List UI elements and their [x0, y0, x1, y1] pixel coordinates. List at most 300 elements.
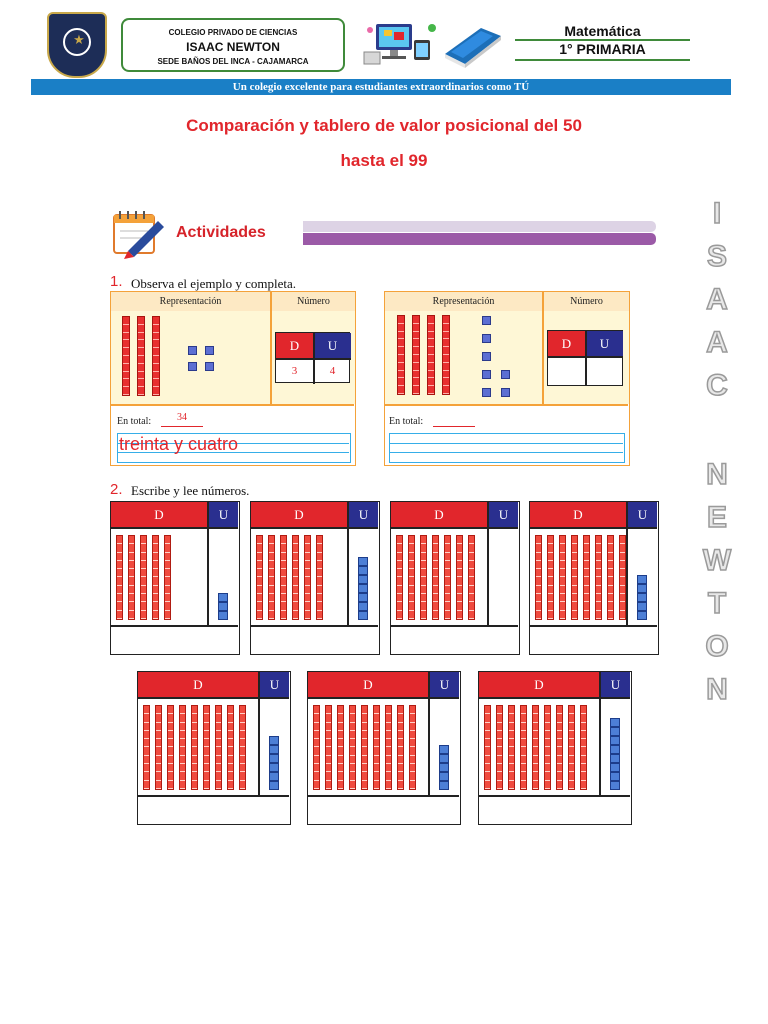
unit-cube [610, 718, 620, 727]
rod-segment [138, 379, 144, 387]
col-number-header: Número [272, 292, 355, 312]
ten-rod [556, 705, 563, 790]
rod-segment [608, 536, 613, 544]
rod-segment [509, 756, 514, 764]
rod-segment [204, 714, 209, 722]
rod-segment [521, 747, 526, 755]
ten-rod [409, 705, 416, 790]
number-answer-input[interactable] [111, 627, 238, 653]
rod-segment [216, 764, 221, 772]
rod-segment [557, 764, 562, 772]
ten-rod [385, 705, 392, 790]
rod-segment [433, 544, 438, 552]
rod-segment [485, 747, 490, 755]
unit-cube [218, 593, 228, 602]
rod-segment [269, 536, 274, 544]
rod-segment [398, 355, 404, 363]
rod-segment [457, 611, 462, 619]
rod-segment [581, 756, 586, 764]
rod-segment [421, 577, 426, 585]
number-answer-input[interactable] [391, 627, 518, 653]
ten-rod [122, 316, 130, 396]
rod-segment [314, 781, 319, 789]
rod-segment [305, 586, 310, 594]
rod-segment [386, 756, 391, 764]
rod-segment [409, 553, 414, 561]
rod-segment [581, 731, 586, 739]
rod-segment [397, 569, 402, 577]
rod-segment [153, 317, 159, 325]
rod-segment [141, 569, 146, 577]
exercise-total-input[interactable] [433, 426, 475, 427]
rod-segment [228, 739, 233, 747]
rod-segment [533, 772, 538, 780]
rod-segment [548, 536, 553, 544]
rod-segment [421, 586, 426, 594]
rod-segment [180, 739, 185, 747]
ten-rod [140, 535, 147, 620]
rod-segment [257, 602, 262, 610]
ten-rod [442, 315, 450, 395]
exercise-tens-input[interactable] [548, 357, 585, 385]
ten-rod [508, 705, 515, 790]
units-header: U [209, 502, 238, 527]
rod-segment [281, 602, 286, 610]
notebook-pen-icon [108, 207, 166, 259]
unit-cube [205, 346, 214, 355]
rod-segment [497, 723, 502, 731]
computer-icon [362, 18, 440, 68]
rod-segment [421, 561, 426, 569]
rod-segment [421, 544, 426, 552]
rod-segment [497, 706, 502, 714]
rod-segment [257, 536, 262, 544]
exercise-units-input[interactable] [586, 357, 623, 385]
rod-segment [469, 602, 474, 610]
rod-segment [397, 602, 402, 610]
rod-segment [485, 731, 490, 739]
rod-segment [153, 325, 159, 333]
rod-segment [305, 553, 310, 561]
rod-segment [584, 561, 589, 569]
rod-segment [533, 706, 538, 714]
rod-segment [153, 553, 158, 561]
rod-segment [533, 747, 538, 755]
rod-segment [620, 569, 625, 577]
rod-segment [281, 594, 286, 602]
rod-segment [153, 387, 159, 395]
rod-segment [168, 764, 173, 772]
rod-segment [413, 378, 419, 386]
rod-segment [228, 706, 233, 714]
rod-segment [521, 756, 526, 764]
tens-header: D [138, 672, 258, 697]
rod-segment [398, 347, 404, 355]
rod-segment [257, 586, 262, 594]
exercise-representation-area [385, 311, 542, 404]
rod-segment [521, 714, 526, 722]
rod-segment [386, 714, 391, 722]
units-header: U [430, 672, 459, 697]
ten-rod [304, 535, 311, 620]
rod-segment [485, 772, 490, 780]
rod-segment [608, 602, 613, 610]
ten-rod [535, 535, 542, 620]
rod-segment [314, 764, 319, 772]
rod-segment [410, 756, 415, 764]
rod-segment [144, 764, 149, 772]
rod-segment [533, 739, 538, 747]
rod-segment [569, 781, 574, 789]
rod-segment [317, 553, 322, 561]
rod-segment [443, 347, 449, 355]
unit-cube [269, 781, 279, 790]
rod-segment [608, 544, 613, 552]
rod-segment [144, 756, 149, 764]
rod-segment [557, 772, 562, 780]
rod-segment [374, 772, 379, 780]
rod-segment [521, 764, 526, 772]
rod-segment [469, 553, 474, 561]
rod-segment [362, 764, 367, 772]
rod-segment [269, 569, 274, 577]
rod-segment [533, 731, 538, 739]
rod-segment [584, 594, 589, 602]
rod-segment [536, 553, 541, 561]
rod-segment [192, 756, 197, 764]
rod-segment [144, 706, 149, 714]
exercise-column-divider [542, 292, 544, 404]
rod-segment [521, 772, 526, 780]
ten-rod [191, 705, 198, 790]
rod-segment [204, 731, 209, 739]
rod-segment [457, 594, 462, 602]
rod-segment [608, 577, 613, 585]
rod-segment [204, 772, 209, 780]
rod-segment [228, 764, 233, 772]
unit-cube [188, 346, 197, 355]
rod-segment [180, 756, 185, 764]
rod-segment [398, 371, 404, 379]
rod-segment [608, 561, 613, 569]
rod-segment [398, 723, 403, 731]
rod-segment [409, 594, 414, 602]
rod-segment [269, 594, 274, 602]
example-box [110, 291, 356, 466]
unit-cube [358, 602, 368, 611]
box-header-line [479, 697, 630, 699]
ten-rod [547, 535, 554, 620]
rod-segment [584, 577, 589, 585]
rod-segment [156, 731, 161, 739]
rod-segment [545, 739, 550, 747]
number-answer-input[interactable] [479, 797, 630, 823]
rod-segment [445, 569, 450, 577]
example-tens-value: 3 [291, 365, 298, 377]
number-answer-input[interactable] [251, 627, 378, 653]
rod-segment [386, 723, 391, 731]
rod-segment [129, 586, 134, 594]
rod-segment [314, 756, 319, 764]
ten-rod [155, 705, 162, 790]
page-title-line-2: hasta el 99 [340, 151, 428, 170]
tens-header: D [276, 333, 313, 358]
ten-rod [397, 315, 405, 395]
rod-segment [584, 611, 589, 619]
rod-segment [620, 561, 625, 569]
rod-segment [293, 569, 298, 577]
rod-segment [314, 772, 319, 780]
rod-segment [548, 586, 553, 594]
rod-segment [608, 569, 613, 577]
unit-cube [482, 388, 491, 397]
rod-segment [138, 356, 144, 364]
rod-segment [192, 747, 197, 755]
unit-cube [439, 745, 449, 754]
rod-segment [374, 739, 379, 747]
rod-segment [413, 386, 419, 394]
rod-segment [409, 569, 414, 577]
rod-segment [138, 372, 144, 380]
rod-segment [129, 544, 134, 552]
rod-segment [433, 561, 438, 569]
rod-segment [305, 569, 310, 577]
rod-segment [584, 544, 589, 552]
rod-segment [293, 544, 298, 552]
rod-segment [153, 379, 159, 387]
rod-segment [338, 731, 343, 739]
box-header-line [391, 527, 518, 529]
rod-segment [421, 611, 426, 619]
rod-segment [620, 536, 625, 544]
tens-header: D [530, 502, 626, 527]
rod-segment [497, 731, 502, 739]
rod-segment [123, 379, 129, 387]
rod-segment [281, 611, 286, 619]
rod-segment [362, 781, 367, 789]
ten-rod [316, 535, 323, 620]
rod-segment [141, 594, 146, 602]
rod-segment [168, 781, 173, 789]
units-header: U [586, 331, 623, 356]
rod-segment [165, 577, 170, 585]
rod-segment [240, 747, 245, 755]
ten-rod [179, 705, 186, 790]
rod-segment [192, 739, 197, 747]
rod-segment [433, 586, 438, 594]
rod-segment [123, 387, 129, 395]
ten-rod [215, 705, 222, 790]
rod-segment [314, 747, 319, 755]
rod-segment [338, 764, 343, 772]
rod-segment [521, 781, 526, 789]
rod-segment [192, 714, 197, 722]
rod-segment [572, 536, 577, 544]
rod-segment [596, 553, 601, 561]
unit-cube [610, 745, 620, 754]
rod-segment [228, 731, 233, 739]
rod-segment [548, 553, 553, 561]
rod-segment [443, 324, 449, 332]
rod-segment [117, 553, 122, 561]
rod-segment [156, 706, 161, 714]
rod-segment [141, 561, 146, 569]
rod-segment [560, 594, 565, 602]
rod-segment [350, 781, 355, 789]
rod-segment [338, 714, 343, 722]
school-line-3: SEDE BAÑOS DEL INCA - CAJAMARCA [157, 57, 309, 66]
rod-segment [204, 706, 209, 714]
rod-segment [362, 756, 367, 764]
ten-rod [607, 535, 614, 620]
exercise-words-box[interactable] [389, 433, 625, 463]
rod-segment [409, 611, 414, 619]
rod-segment [153, 611, 158, 619]
rod-segment [596, 586, 601, 594]
rod-segment [557, 714, 562, 722]
example-representation-area [111, 311, 270, 404]
ten-rod [571, 535, 578, 620]
rod-segment [584, 569, 589, 577]
tens-header: D [479, 672, 599, 697]
rod-segment [204, 781, 209, 789]
rod-segment [536, 561, 541, 569]
rod-segment [560, 561, 565, 569]
rod-segment [386, 731, 391, 739]
rod-segment [269, 602, 274, 610]
rod-segment [326, 747, 331, 755]
rod-segment [581, 714, 586, 722]
rod-segment [180, 772, 185, 780]
rod-segment [443, 386, 449, 394]
rod-segment [362, 772, 367, 780]
rod-segment [141, 544, 146, 552]
rod-segment [428, 324, 434, 332]
rod-segment [433, 577, 438, 585]
rod-segment [572, 553, 577, 561]
rod-segment [317, 569, 322, 577]
rod-segment [180, 714, 185, 722]
rod-segment [545, 723, 550, 731]
ten-rod [313, 705, 320, 790]
rod-segment [240, 731, 245, 739]
rod-segment [314, 723, 319, 731]
rod-segment [317, 544, 322, 552]
watermark-letter: A [706, 283, 728, 316]
rod-segment [326, 764, 331, 772]
book-icon [441, 22, 505, 70]
rod-segment [581, 706, 586, 714]
rod-segment [129, 594, 134, 602]
rod-segment [545, 714, 550, 722]
rod-segment [350, 764, 355, 772]
number-answer-input[interactable] [308, 797, 459, 823]
rod-segment [428, 347, 434, 355]
rod-segment [153, 364, 159, 372]
rod-segment [281, 553, 286, 561]
rod-segment [144, 714, 149, 722]
rod-segment [153, 536, 158, 544]
unit-cube [439, 781, 449, 790]
col-representation-header: Representación [111, 292, 270, 312]
rod-segment [192, 764, 197, 772]
rod-segment [123, 348, 129, 356]
rod-segment [350, 731, 355, 739]
rod-segment [156, 764, 161, 772]
rod-segment [398, 332, 404, 340]
example-column-divider [270, 292, 272, 404]
rod-segment [305, 561, 310, 569]
rod-segment [397, 553, 402, 561]
ten-rod [427, 315, 435, 395]
rod-segment [596, 577, 601, 585]
rod-segment [409, 586, 414, 594]
rod-segment [156, 747, 161, 755]
rod-segment [317, 602, 322, 610]
rod-segment [421, 569, 426, 577]
rod-segment [257, 611, 262, 619]
rod-segment [596, 602, 601, 610]
rod-segment [445, 594, 450, 602]
example-total-label: En total: [117, 416, 152, 427]
rod-segment [281, 561, 286, 569]
rod-segment [548, 594, 553, 602]
rod-segment [350, 714, 355, 722]
rod-segment [433, 553, 438, 561]
rod-segment [141, 536, 146, 544]
school-name-box [121, 18, 345, 72]
rod-segment [129, 553, 134, 561]
rod-segment [569, 772, 574, 780]
number-answer-input[interactable] [530, 627, 657, 653]
rod-segment [443, 339, 449, 347]
watermark-letter: E [706, 501, 727, 534]
rod-segment [596, 561, 601, 569]
rod-segment [240, 772, 245, 780]
rod-segment [509, 706, 514, 714]
unit-cube [358, 557, 368, 566]
rod-segment [123, 340, 129, 348]
unit-cube [358, 566, 368, 575]
unit-cube [610, 754, 620, 763]
unit-cube [637, 584, 647, 593]
rod-segment [123, 317, 129, 325]
rod-segment [156, 714, 161, 722]
rod-segment [545, 772, 550, 780]
rod-segment [485, 764, 490, 772]
number-answer-input[interactable] [138, 797, 289, 823]
rod-segment [572, 561, 577, 569]
rod-segment [257, 569, 262, 577]
rod-segment [168, 706, 173, 714]
rod-segment [410, 714, 415, 722]
ten-rod [164, 535, 171, 620]
rod-segment [509, 714, 514, 722]
rod-segment [374, 781, 379, 789]
rod-segment [572, 594, 577, 602]
rod-segment [398, 324, 404, 332]
rod-segment [293, 553, 298, 561]
rod-segment [433, 569, 438, 577]
rod-segment [413, 339, 419, 347]
rod-segment [545, 706, 550, 714]
rod-segment [443, 355, 449, 363]
ten-rod [619, 535, 626, 620]
question-2-text: Escribe y lee números. [131, 483, 250, 498]
rod-segment [409, 577, 414, 585]
watermark-letter: T [707, 587, 727, 620]
unit-cube [439, 772, 449, 781]
